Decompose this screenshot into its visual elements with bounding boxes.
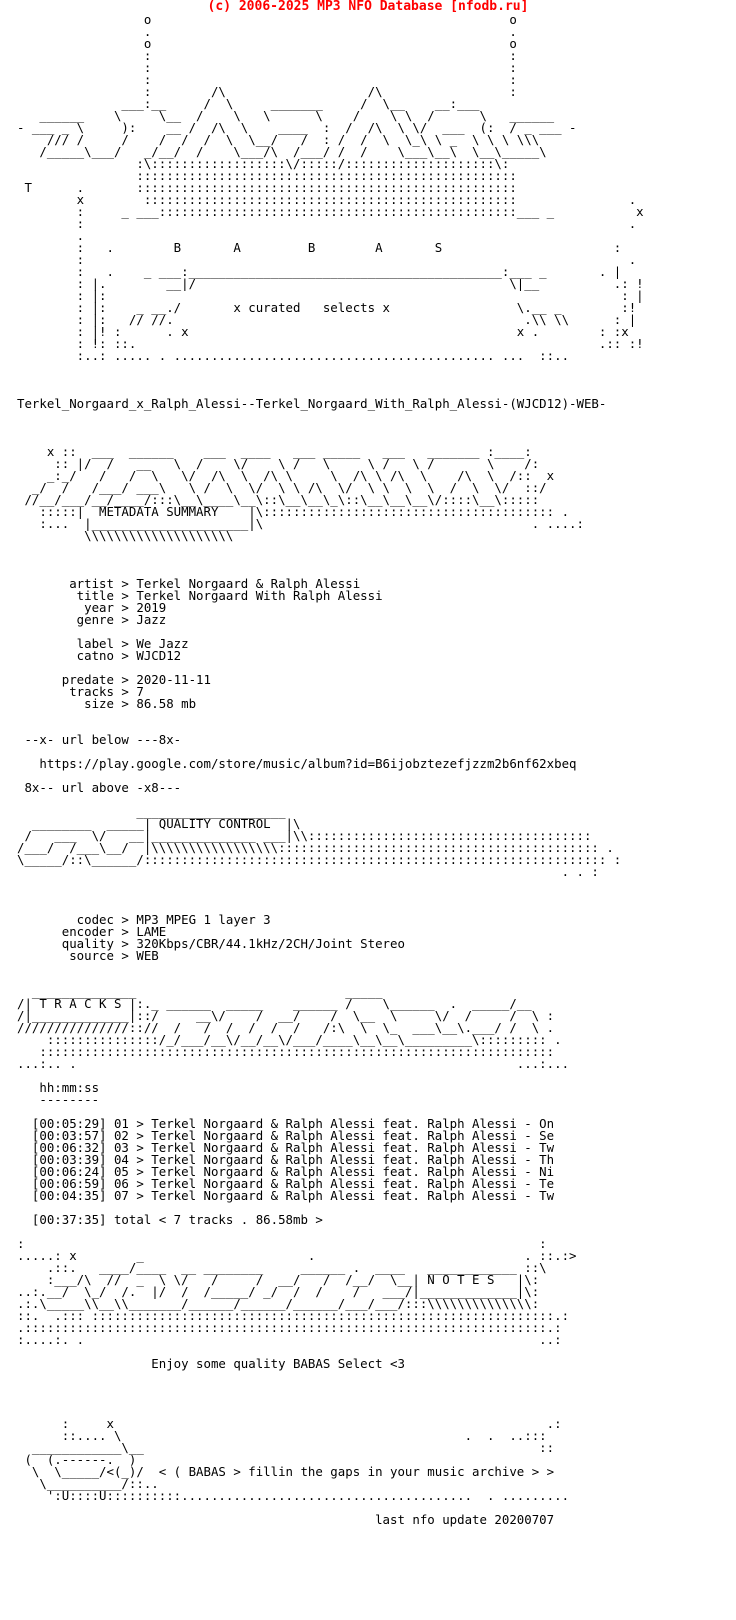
nfo-text-art: o o . . o o : : : : : : : /\ /\ : ___:__ / \ _______ / \__ __:___ ______ \ \__ / \ \ \ / \ \ / \ ______ - ___ _ \ ): __ / /\ \ ____ : / /\ \ \/ ___ (: / _ ___ - /// / / / / / \ \__/ / : / / \ \_\ \ _ \ \ \ \\\ /_____\___/ _/__/ / \___/\ /___/ / / \___\__\ \__\_____\ :\::::::::::::::::::\/:::::/::::::::::::::::::::\: ::::::::::::::::::::::::::::::::::::::::::::::::::: T . ::::::::::::::::::::::::::::::::::::::::::::::::::: x :::::::::::::::::::::::::::::::::::::::::::::::::: . : _ ___::::::::::::::::::::::::::::::::::::::::::::::::___ _ x : . . : . B A B A S : : . : . _ ___:__________________________________________:___ _ . | : |. __|/ \|__ .: ! : |: : | : |: _ __./ x curated selects x \.__ _ :! : |: // //. .\\ \\ : | : |! : . x x . : :x : !: ::. .:: :! :..: ..... . ........................................... ... ::.. Terkel_Norgaard_x_Ralph_Alessi--Terkel_Norgaard_With_Ralph_Alessi-(WJCD12)-WEB- x :: ___ ______ ___ ____ ___ _____ ___ _______ :____: :: |/ / __ \ / \/ \ / \ \ / \ / \ /: _:_/ / / \ \/ /\ \ /\ \ \ /\ \ /\ \ /\ \ /:: x _/ / /___/ ___\ \ / \ \/ \ \ /\ \/ \ \ \ \ / \ \/ ::/ //__/___/__/____/:::\__\____\__\::\__\__\_\::\__\__\__\/::::\__\::::: :::::| METADATA SUMMARY |\::::::::::::::::::::::::::::::::::::::: . :... |_____________________|\ . ....: \\\\\\\\\\\\\\\\\\\\ artist > Terkel Norgaard & Ralph Alessi title > Terkel Norgaard With Ralph Alessi year > 2019 genre > Jazz label > We Jazz catno > WJCD12 predate > 2020-11-11 tracks > 7 size > 86.58 mb --x- url below ---8x- https://play.google.com/store/music/album?id=B6ijobztezefjzzm2b6nf62xbeq 8x-- url above -x8--- ____________________ ________ _____| QUALITY CONTROL |\ / ___ \/ __|______________ ___|\\:::::::::::::::::::::::::::::::::::::: /___/ /___\__/ |\\\\\\\\\\\\\\\\\::::::::::::::::::::::::::::::::::::::::::: . \_____/::\______/:::::::::::::::::::::::::::::::::::::::::::::::::::::::::::::: : . . : codec > MP3 MPEG 1 layer 3 encoder > LAME quality > 320Kbps/CBR/44.1kHz/2CH/Joint Stereo source > WEB ______________ _____ /| T R A C K S |:._ ______ _____ ______ / \______ . _____/__ /|_____________|::/ __\/ / __/ / \__ \ \/ / / \ : ///////////////::// / / / / / / /:\ \ \_ ___\__\.___/ / \ . :::::::::::::::/_/___/__\/__/__\/___/____\__\__\_________\::::::::: . ::::::::::::::::::::::::::::::::::::::::::::::::::::::::::::::::::::: ...:.. . ...:... hh:mm:ss -------- [00:05:29] 01 > Terkel Norgaard & Ralph Alessi feat. Ralph Alessi - On [00:03:57] 02 > Terkel Norgaard & Ralph Alessi feat. Ralph Alessi - Se [00:06:32] 03 > Terkel Norgaard & Ralph Alessi feat. Ralph Alessi - Tw [00:03:39] 04 > Terkel Norgaard & Ralph Alessi feat. Ralph Alessi - Th [00:06:24] 05 > Terkel Norgaard & Ralph Alessi feat. Ralph Alessi - Ni [00:06:59] 06 > Terkel Norgaard & Ralph Alessi feat. Ralph Alessi - Te [00:04:35] 07 > Terkel Norgaard & Ralph Alessi feat. Ralph Alessi - Tw [00:37:35] total < 7 tracks . 86.58mb > : : .....: x _ . . ::.:> .::. ____/____ __ ________ ______ . ____ ____________ ::\ :___/\ // _ \ \/ / / __/ / /__/ \__| N O T E S |\: ..:.__/ \_/ /. |/ / /_____/ _/ / / / ___/|_____________|\: .:.\_____\\__\\_______/______/______/______/___/___/:::\\\\\\\\\\\\\\: ::. .::: ::::::::::::::::::::::::::::::::::::::::::::::::::::::::::::::.: .::::::::::::::::::::::::::::::::::::::::::::::::::::::::::::::::::::::.: :....:. . ..: Enjoy some quality BABAS Select <3 : x .: ::.... \ . . ..::: ____________\__ :: ( (.------. ) \ \_____/<(_)/ < ( BABAS > fillin the gaps in your music archive > > \__________/::.. ':U::::U::::::::::....................................... . ......... last nfo update 20200707 [17,12,644,1527]
site-header: (c) 2006-2025 MP3 NFO Database [nfodb.ru] [207,0,529,14]
